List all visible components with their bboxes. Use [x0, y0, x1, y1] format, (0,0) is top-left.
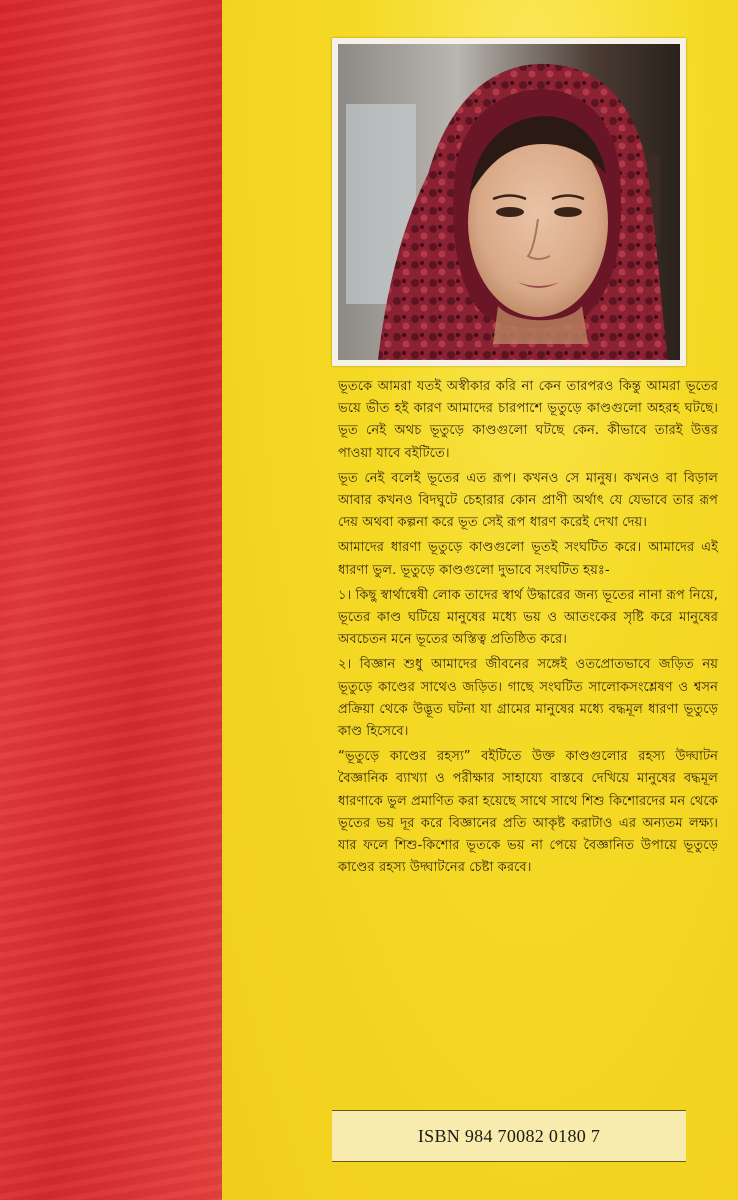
blurb-paragraph: ২। বিজ্ঞান শুধু আমাদের জীবনের সঙ্গেই ওতপ্রোতভাবে জড়িত নয় ভূতুড়ে কাণ্ডের সাথেও জড়িত। গাছে সংঘটিত সালোকসংশ্লেষণ ও শ্বসন প্রক্রিয়া থেকে উদ্ভূত ঘটনা যা গ্রামের মানুষের মধ্যে বদ্ধমূল ধারণা ভূতুড়ে কাণ্ড হিসেবে।	[338, 657, 718, 740]
blurb-paragraph: আমাদের ধারণা ভূতুড়ে কাণ্ডগুলো ভূতই সংঘটিত করে। আমাদের এই ধারণা ভুল. ভূতুড়ে কাণ্ডগুলো দুভাবে সংঘটিত হয়ঃ-	[338, 540, 718, 578]
author-portrait-image	[338, 44, 680, 360]
isbn-number: ISBN 984 70082 0180 7	[417, 1125, 601, 1146]
author-photo-frame	[332, 38, 686, 366]
back-cover-blurb	[338, 376, 718, 882]
author-photo	[338, 44, 680, 360]
blurb-paragraph: “ভূতুড়ে কাণ্ডের রহস্য” বইটিতে উক্ত কাণ্ডগুলোর রহস্য উদ্ঘাটন বৈজ্ঞানিক ব্যাখ্যা ও পরীক্ষার সাহায্যে বাস্তবে দেখিয়ে মানুষের বদ্ধমূল ধারণাকে ভুল প্রমাণিত করা হয়েছে সাথে সাথে শিশু কিশোরদের মন থেকে ভূতের ভয় দূর করে বিজ্ঞানের প্রতি আকৃষ্ট করাটাও এর অন্যতম লক্ষ্য। যার ফলে শিশু-কিশোর ভূতকে ভয় না পেয়ে বৈজ্ঞানিত উপায়ে ভূতুড়ে কাণ্ডের রহস্য উদ্ঘাটনের চেষ্টা করবে।	[338, 749, 718, 876]
blurb-paragraph: ভূতকে আমরা যতই অস্বীকার করি না কেন তারপরও কিন্তু আমরা ভূতের ভয়ে ভীত হই কারণ আমাদের চারপাশে ভূতুড়ে কাণ্ডগুলো অহরহ ঘটছে। ভূত নেই অথচ ভূতুড়ে কাণ্ডগুলো ঘটছে কেন. কীভাবে তারই উত্তর পাওয়া যাবে বইটিতে।	[338, 379, 718, 461]
red-band	[0, 0, 222, 1200]
isbn-bar	[332, 1110, 686, 1162]
blurb-paragraph: ১। কিছু স্বার্থান্বেষী লোক তাদের স্বার্থ উদ্ধারের জন্য ভূতের নানা রূপ নিয়ে, ভূতের কাণ্ড ঘটিয়ে মানুষের মধ্যে ভয় ও আতংকের সৃষ্টি করে মানুষের অবচেতন মনে ভূতের অস্তিত্ব প্রতিষ্ঠিত করে।	[338, 587, 718, 648]
blurb-paragraph: ভূত নেই বলেই ভূতের এত রূপ। কখনও সে মানুষ। কখনও বা বিড়াল আবার কখনও বিদঘুটে চেহারার কোন প্রাণী অর্থাৎ যে যেভাবে তার রূপ দেয় অথবা কল্পনা করে ভূত সেই রূপ ধারণ করেই দেখা দেয়।	[338, 470, 718, 531]
